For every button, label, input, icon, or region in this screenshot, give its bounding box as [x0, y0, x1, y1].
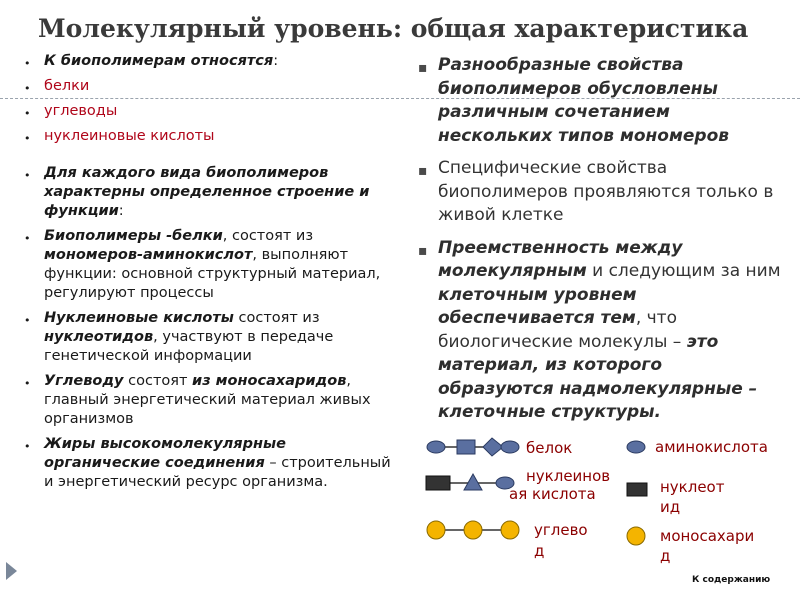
list-item-label: белки [44, 78, 90, 94]
bullet-icon: • [24, 57, 31, 70]
legend-carb-label-2: д [534, 542, 545, 560]
bullet-icon: • [24, 82, 31, 95]
p4-tail: , главный энергетический материал живых организмов [44, 373, 371, 427]
contents-link[interactable]: К содержанию [692, 575, 771, 585]
p2-bold: Биополимеры -белки [44, 228, 223, 244]
p4-bold2: из моносахаридов [192, 373, 347, 389]
p5-tail: – строительный и энергетический ресурс организма. [44, 455, 391, 490]
legend-mono-label-1: моносахари [660, 527, 755, 545]
p3-text: состоят из [233, 310, 320, 326]
p3-tail: , участвуют в передаче генетической информации [44, 329, 334, 364]
nucleic-acid-chain-icon [426, 474, 514, 490]
page-title: Молекулярный уровень: общая характеристика [38, 14, 749, 43]
r3-text2: , что биологические молекулы – [438, 308, 687, 352]
bullet-icon: ▪ [418, 163, 428, 179]
p5-bold: Жиры высокомолекулярные органические соединения [44, 436, 286, 471]
nucleotide-icon [627, 483, 647, 496]
intro-text: К биополимерам относятся [44, 53, 274, 69]
r3-bold2: клеточным уровнем обеспечивается тем [438, 284, 637, 328]
p3-bold: Нуклеиновые кислоты [44, 310, 234, 326]
legend-nucleotide-label-2: ид [660, 498, 681, 516]
protein-chain-icon [427, 438, 519, 456]
list-item-label: нуклеиновые кислоты [44, 128, 215, 144]
legend-nucleic-label-1: нуклеинов [526, 467, 611, 485]
p1-tail: : [118, 203, 124, 219]
p3-bold2: нуклеотидов [44, 329, 154, 345]
p4-bold: Углеводу [44, 373, 124, 389]
r3-bold: Преемственность между молекулярным [438, 237, 683, 281]
r2-text: Специфические свойства биополимеров проявляются только в живой клетке [438, 158, 774, 225]
carbohydrate-chain-icon [427, 521, 519, 539]
bullet-icon: • [24, 232, 31, 245]
p2-bold2: мономеров-аминокислот [44, 247, 253, 263]
bullet-icon: • [24, 169, 31, 182]
legend-mono-label-2: д [660, 547, 671, 565]
intro-suffix: : [273, 53, 279, 69]
r1-text: Разнообразные свойства биополимеров обусловлены различным сочетанием нескольких типов мономеров [438, 55, 730, 146]
legend-nucleic-label-2: ая кислота [509, 485, 596, 503]
bullet-icon: • [24, 132, 31, 145]
legend-amino-label: аминокислота [655, 438, 768, 456]
bullet-icon: ▪ [418, 242, 428, 259]
amino-acid-icon [627, 441, 645, 453]
p4-text: состоят [123, 373, 193, 389]
legend-protein-label: белок [526, 439, 573, 457]
bullet-icon: • [24, 107, 31, 120]
bullet-icon: • [24, 377, 31, 390]
p2-text: , состоят из [222, 228, 314, 244]
list-item-label: углеводы [44, 103, 118, 119]
bullet-icon: • [24, 314, 31, 327]
bullet-icon: ▪ [418, 60, 428, 76]
p1-bold: Для каждого вида биополимеров характерны определенное строение и функции [44, 165, 370, 219]
legend-nucleotide-label-1: нуклеот [660, 478, 725, 496]
r3-bold3: это материал, из которого образуются надмолекулярные – клеточные структуры. [438, 331, 758, 422]
r3-text: и следующим за ним [586, 261, 781, 281]
prev-slide-arrow-icon[interactable] [6, 562, 17, 580]
bullet-icon: • [24, 440, 31, 453]
monosaccharide-icon [627, 527, 645, 545]
legend-carb-label-1: углево [534, 521, 588, 539]
p2-tail: , выполняют функции: основной структурный материал, регулируют процессы [44, 247, 381, 301]
